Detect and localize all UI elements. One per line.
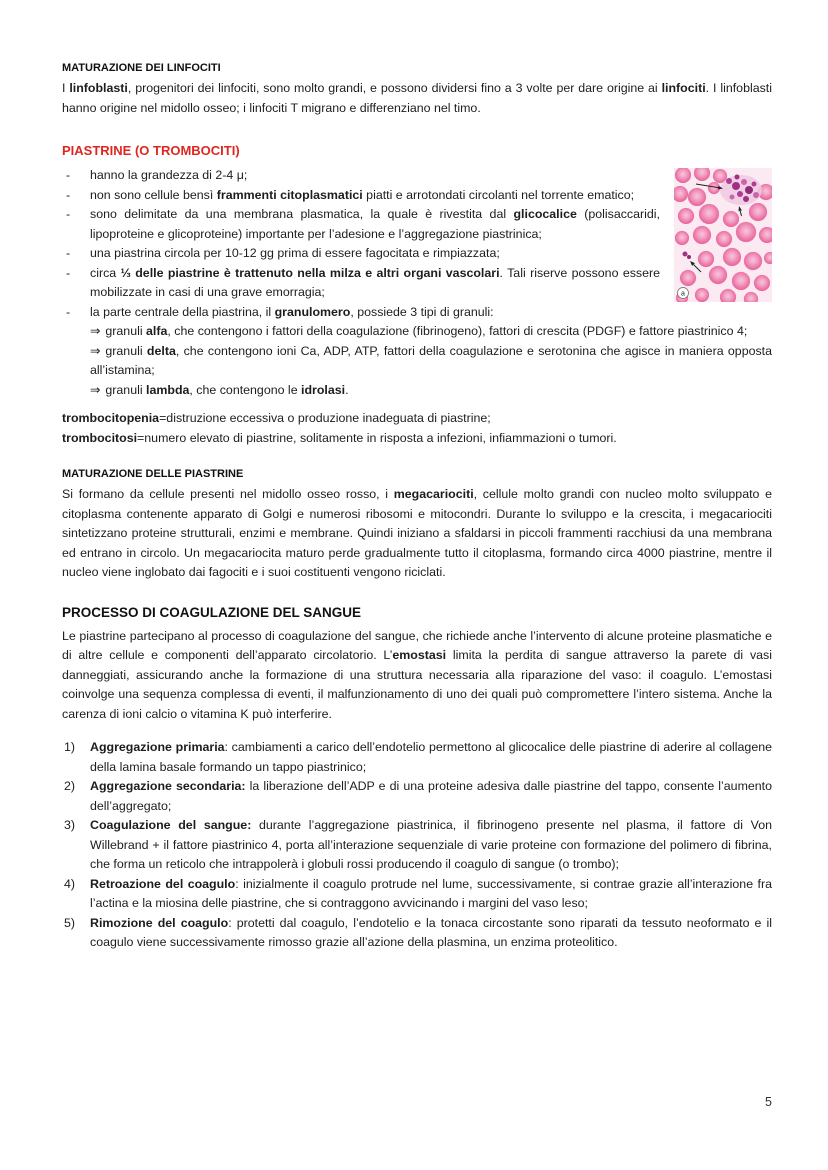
numbered-item (62, 738, 772, 777)
figure-label: a (681, 290, 685, 298)
number-marker: 2) (64, 779, 76, 793)
sub-bullet-item (62, 381, 772, 401)
bullet-text: sono delimitate da una membrana plasmatica, la quale è rivestita dal glicocalice (polisaccaridi, lipoproteine e glicoproteine) importante per l’adesione e l’aggregazione piastrinica; (90, 207, 660, 241)
bullet-item (62, 303, 772, 323)
sub-bullet-text: granuli delta, che contengono ioni Ca, ADP, ATP, fattori della coagulazione e serotonina che agisce in maniera opposta all’istamina; (90, 343, 773, 377)
section-heading-coagulazione: PROCESSO DI COAGULAZIONE DEL SANGUE (62, 604, 362, 620)
numbered-item-text: Aggregazione primaria: cambiamenti a carico dell’endotelio permettono al glicocalice delle piastrine di aderire al collagene della lamina basale formando un tappo piastrinico; (90, 740, 773, 774)
numbered-item (62, 875, 772, 914)
number-marker: 3) (64, 818, 76, 832)
paragraph-maturazione-piastrine: Si formano da cellule presenti nel midollo osseo rosso, i megacariociti, cellule molto grandi con nucleo molto sviluppato e citoplasma contenente apparato di Golgi e numerosi ribosomi e mitocondri. Durante lo sviluppo e la crescita, i megacariociti sintetizzano proteine strutturali, enzimi e membrane. Quindi iniziano a sfaldarsi in piccoli frammenti racchiusi da una membrana ed entrano in circolo. Un megacariocita maturo perde gradualmente tutto il citoplasma, formando circa 4000 piastrine, mentre il nucleo viene inglobato dai fagociti e i suoi costituenti vengono riciclati. (62, 487, 773, 579)
bullet-marker: - (66, 168, 71, 182)
section-heading-piastrine: PIASTRINE (O TROMBOCITI) (62, 143, 240, 158)
bullet-text: hanno la grandezza di 2-4 μ; (90, 168, 248, 182)
section-heading-maturazione-piastrine: MATURAZIONE DELLE PIASTRINE (62, 468, 244, 480)
definition-trombocitosi: trombocitosi=numero elevato di piastrine, solitamente in risposta a infezioni, infiammazioni o tumori. (62, 430, 617, 445)
numbered-item-text: Retroazione del coagulo: inizialmente il coagulo protrude nel lume, successivamente, si contrae grazie all’interazione fra l’actina e la miosina delle piastrine, che si contraggono avvicinando i margini del vaso leso; (90, 876, 772, 910)
number-marker: 5) (64, 915, 76, 930)
bullet-marker: - (66, 207, 71, 221)
bullet-item (62, 205, 772, 244)
section-heading-maturazione-linfociti: MATURAZIONE DEI LINFOCITI (62, 62, 221, 74)
bullet-marker: - (66, 304, 71, 319)
sub-bullet-text: granuli alfa, che contengono i fattori della coagulazione (fibrinogeno), fattori di crescita (PDGF) e fattore piastrinico 4; (105, 324, 748, 338)
numbered-item (62, 777, 772, 816)
numbered-item-text: Coagulazione del sangue: durante l’aggregazione piastrinica, il fibrinogeno presente nel plasma, il fattore di Von Willebrand + il fattore piastrinico 4, porta all’interazione sequenziale di varie proteine con formazione del polimero di fibrina, che forma un reticolo che intrappolerà i globuli rossi producendo il coagulo di sangue (o trombo); (90, 818, 772, 871)
definitions-block (62, 409, 772, 448)
paragraph-coagulazione: Le piastrine partecipano al processo di coagulazione del sangue, che richiede anche l’intervento di alcune proteine plasmatiche e di altre cellule e componenti dell’apparato circolatorio. L’emostasi limita la perdita di sangue attraverso la parete di vasi danneggiati, assicurando anche la formazione di una struttura necessaria alla riparazione del vaso: il coagulo. L’emostasi coinvolge una sequenza complessa di eventi, il malfunzionamento di uno dei quali può compromettere l’intero sistema. Anche la carenza di ioni calcio o vitamina K può interferire. (62, 628, 772, 721)
arrow-bullet-marker: ⇒ (90, 324, 101, 338)
page-number: 5 (765, 1095, 772, 1109)
bullet-item (62, 166, 772, 186)
bullet-text: la parte centrale della piastrina, il granulomero, possiede 3 tipi di granuli: (90, 304, 494, 319)
paragraph-linfociti: I linfoblasti, progenitori dei linfociti, sono molto grandi, e possono dividersi fino a 3 volte per dare origine ai linfociti. I linfoblasti hanno origine nel midollo osseo; i linfociti T migrano e differenziano nel timo. (62, 81, 772, 115)
bullet-item (62, 186, 772, 206)
numbered-item (62, 816, 772, 875)
sub-bullet-item (62, 342, 772, 381)
bullet-marker: - (66, 265, 71, 280)
arrow-bullet-marker: ⇒ (90, 343, 101, 358)
bullet-text: circa ⅓ delle piastrine è trattenuto nella milza e altri organi vascolari. Tali riserve possono essere mobilizzate in casi di una grave emorragia; (90, 265, 661, 299)
number-marker: 1) (64, 740, 76, 754)
numbered-item-text: Rimozione del coagulo: protetti dal coagulo, l’endotelio e la tonaca circostante sono riparati da tessuto neoformato e il coagulo viene successivamente rimosso grazie all’azione della plasmina, un enzima proteolitico. (90, 915, 773, 949)
definition-trombocitopenia: trombocitopenia=distruzione eccessiva o produzione inadeguata di piastrine; (62, 411, 491, 425)
bullet-marker: - (66, 246, 71, 260)
bullet-text: una piastrina circola per 10-12 gg prima di essere fagocitata e rimpiazzata; (90, 246, 500, 260)
coagulation-steps-list (62, 738, 772, 953)
arrow-bullet-marker: ⇒ (90, 382, 101, 397)
sub-bullet-text: granuli lambda, che contengono le idrolasi. (105, 382, 349, 397)
bullet-item (62, 264, 772, 303)
number-marker: 4) (64, 876, 76, 891)
bullet-text: non sono cellule bensì frammenti citoplasmatici piatti e arrotondati circolanti nel torrente ematico; (90, 187, 635, 202)
bullet-marker: - (66, 187, 71, 202)
document-content (62, 62, 772, 953)
numbered-item (62, 914, 772, 953)
numbered-item-text: Aggregazione secondaria: la liberazione dell’ADP e di una proteine adesiva dalle piastrine del tappo, consente l’aumento dell’aggregato; (90, 779, 773, 813)
bullet-item (62, 244, 772, 264)
sub-bullet-item (62, 322, 772, 342)
piastrine-section (62, 166, 772, 400)
